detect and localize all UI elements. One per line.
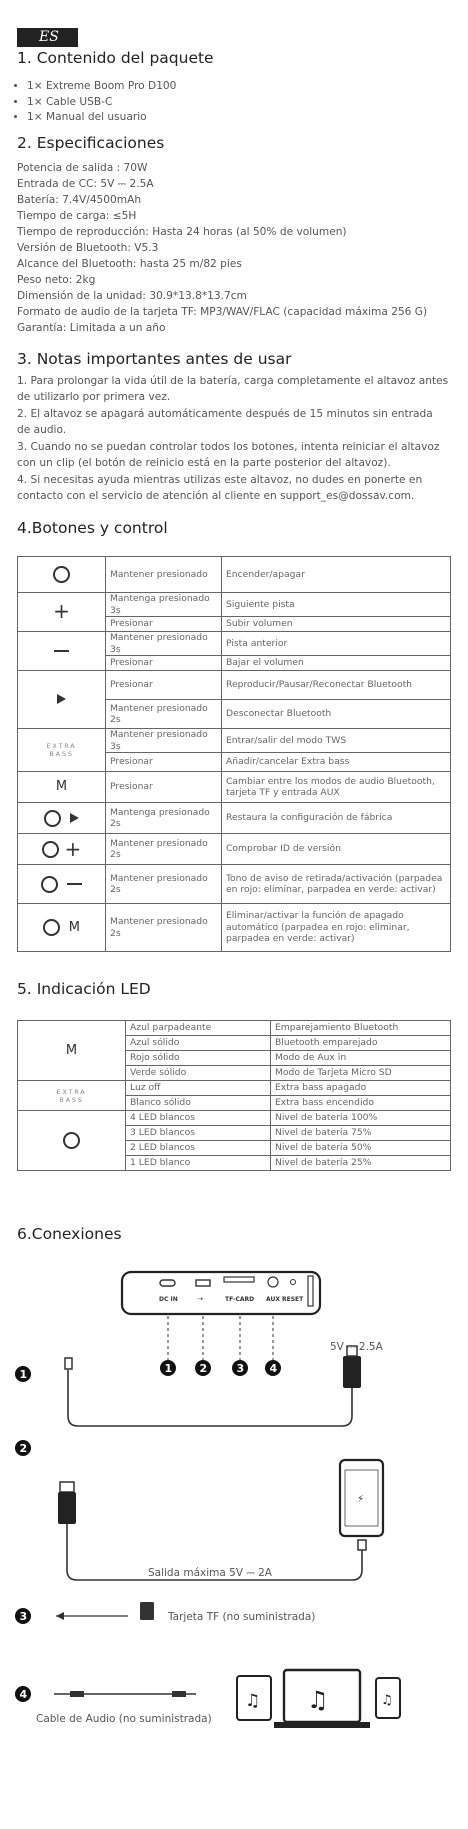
function-cell: Bajar el volumen	[222, 656, 451, 671]
m-icon-cell	[18, 772, 106, 803]
plus-icon: +	[53, 599, 70, 624]
section-2-title: 2. Especificaciones	[17, 134, 165, 152]
port-label: AUX	[266, 1296, 280, 1303]
spec-line: Batería: 7.4V/4500mAh	[17, 194, 142, 206]
action-cell: Mantenga presionado 3s	[106, 593, 222, 617]
spec-line: Entrada de CC: 5V ⎓ 2.5A	[17, 178, 154, 190]
mode-m-icon: M	[68, 919, 80, 935]
function-cell: Siguiente pista	[222, 593, 451, 617]
spec-line: Tiempo de carga: ≤5H	[17, 210, 137, 222]
lightning-icon: ⚡	[357, 1494, 365, 1505]
mode-m-icon: M	[65, 1042, 78, 1058]
power-minus-icon-cell	[18, 865, 106, 904]
svg-text:2: 2	[19, 1442, 28, 1455]
connections-diagram	[0, 1260, 468, 1820]
note-paragraph: 4. Si necesitas ayuda mientras utilizas este altavoz, no dudes en ponerte en contacto con el servicio de atención al cliente en support_es@dossav.com.	[17, 474, 423, 503]
spec-line: Potencia de salida : 70W	[17, 162, 148, 174]
play-icon	[57, 694, 66, 704]
power-button-icon	[41, 876, 58, 893]
table-row	[18, 904, 451, 952]
power-button-icon-cell	[18, 557, 106, 593]
led-meaning-cell: Bluetooth emparejado	[271, 1036, 451, 1051]
audio-cable-label: Cable de Audio (no suministrada)	[36, 1713, 212, 1725]
table-row	[18, 729, 451, 753]
table-row	[18, 1021, 451, 1036]
play-icon	[70, 813, 79, 823]
package-contents-list	[11, 79, 176, 126]
led-state-cell: 2 LED blancos	[126, 1141, 271, 1156]
function-cell: Desconectar Bluetooth	[222, 700, 451, 729]
phone-music-icon	[376, 1678, 400, 1718]
power-button-icon	[43, 919, 60, 936]
action-cell: Mantener presionado 3s	[106, 729, 222, 753]
table-row	[18, 834, 451, 865]
extra-bass-icon	[22, 742, 101, 758]
function-cell: Cambiar entre los modos de audio Bluetooth, tarjeta TF y entrada AUX	[222, 772, 451, 803]
power-output-cable	[15, 1440, 383, 1580]
number-marker: 1	[164, 1362, 173, 1375]
speaker-back-panel	[122, 1272, 320, 1314]
function-cell: Añadir/cancelar Extra bass	[222, 753, 451, 772]
port-label: RESET	[282, 1296, 304, 1303]
led-meaning-cell: Emparejamiento Bluetooth	[271, 1021, 451, 1036]
action-cell: Presionar	[106, 617, 222, 632]
plus-icon-cell	[18, 593, 106, 632]
mode-m-icon: M	[55, 779, 68, 795]
charging-cable	[15, 1346, 361, 1426]
play-icon-cell	[18, 671, 106, 729]
power-led-icon-cell	[18, 1111, 126, 1171]
led-state-cell: Blanco sólido	[126, 1096, 271, 1111]
sd-card-icon	[140, 1602, 154, 1620]
svg-text:4: 4	[19, 1688, 28, 1701]
section-1-title: 1. Contenido del paquete	[17, 49, 214, 67]
spec-line: Dimensión de la unidad: 30.9*13.8*13.7cm	[17, 290, 247, 302]
svg-text:1: 1	[19, 1368, 28, 1381]
laptop-music-icon	[274, 1670, 370, 1728]
action-cell: Presionar	[106, 671, 222, 700]
function-cell: Tono de aviso de retirada/activación (parpadea en rojo: eliminar, parpadea en verde: activar)	[222, 865, 451, 904]
led-state-cell: Rojo sólido	[126, 1051, 271, 1066]
table-row	[18, 593, 451, 617]
extra-bass-led-icon-cell	[18, 1081, 126, 1111]
led-state-cell: Azul sólido	[126, 1036, 271, 1051]
action-cell: Presionar	[106, 656, 222, 671]
action-cell: Presionar	[106, 772, 222, 803]
power-button-icon	[53, 566, 70, 583]
note-paragraph: 2. El altavoz se apagará automáticamente después de 15 minutos sin entrada de audio.	[17, 408, 433, 437]
extra-bass-icon	[22, 1088, 121, 1104]
action-cell: Mantener presionado	[106, 557, 222, 593]
function-cell: Eliminar/activar la función de apagado automático (parpadea en rojo: eliminar, parpadea en verde: activar)	[222, 904, 451, 952]
power-plus-icon-cell	[18, 834, 106, 865]
spec-line: Peso neto: 2kg	[17, 274, 96, 286]
plus-icon: +	[64, 836, 82, 861]
action-cell: Mantener presionado 3s	[106, 632, 222, 656]
led-meaning-cell: Extra bass encendido	[271, 1096, 451, 1111]
action-cell: Mantener presionado 2s	[106, 834, 222, 865]
note-paragraph: 1. Para prolongar la vida útil de la batería, carga completamente el altavoz antes de utilizarlo por primera vez.	[17, 375, 449, 404]
table-row	[18, 1111, 451, 1126]
output-rating-label: Salida máxima 5V ⎓ 2A	[148, 1567, 272, 1579]
extra-bass-label-line: BASS	[49, 750, 74, 758]
table-row	[18, 772, 451, 803]
power-button-icon	[42, 841, 59, 858]
function-cell: Reproducir/Pausar/Reconectar Bluetooth	[222, 671, 451, 700]
list-item: • 1× Manual del usuario	[27, 110, 176, 126]
tablet-music-icon	[237, 1676, 271, 1720]
list-item: • 1× Extreme Boom Pro D100	[27, 79, 176, 95]
table-row	[18, 557, 451, 593]
led-meaning-cell: Nivel de batería 50%	[271, 1141, 451, 1156]
section-6-title: 6.Conexiones	[17, 1225, 122, 1243]
function-cell: Entrar/salir del modo TWS	[222, 729, 451, 753]
tf-card-connection	[15, 1602, 154, 1624]
note-paragraph: 3. Cuando no se puedan controlar todos los botones, intenta reiniciar el altavoz con un clip (el botón de reinicio está en la parte posterior del altavoz).	[17, 441, 440, 470]
function-cell: Comprobar ID de versión	[222, 834, 451, 865]
table-row	[18, 671, 451, 700]
minus-icon-cell	[18, 632, 106, 671]
tf-card-label: Tarjeta TF (no suministrada)	[168, 1611, 316, 1623]
input-rating-label: 5V ⎓ 2.5A	[330, 1341, 383, 1353]
extra-bass-label-line: EXTRA	[56, 1087, 87, 1096]
function-cell: Encender/apagar	[222, 557, 451, 593]
table-row	[18, 865, 451, 904]
led-state-cell: Luz off	[126, 1081, 271, 1096]
power-m-icon-cell	[18, 904, 106, 952]
usb-icon: ⇢	[197, 1295, 203, 1303]
led-meaning-cell: Nivel de batería 75%	[271, 1126, 451, 1141]
led-state-cell: 3 LED blancos	[126, 1126, 271, 1141]
function-cell: Pista anterior	[222, 632, 451, 656]
number-marker: 4	[269, 1362, 278, 1375]
action-cell: Mantener presionado 2s	[106, 865, 222, 904]
extra-bass-icon-cell	[18, 729, 106, 772]
minus-icon	[67, 883, 82, 885]
port-label: TF-CARD	[225, 1296, 255, 1303]
svg-text:♫: ♫	[381, 1693, 393, 1708]
port-label: DC IN	[159, 1296, 178, 1303]
svg-text:♫: ♫	[245, 1691, 261, 1711]
extra-bass-label-line: EXTRA	[46, 742, 77, 750]
minus-icon	[54, 650, 69, 652]
led-meaning-cell: Extra bass apagado	[271, 1081, 451, 1096]
action-cell: Mantener presionado 2s	[106, 904, 222, 952]
led-state-cell: Azul parpadeante	[126, 1021, 271, 1036]
extra-bass-label-line: BASS	[59, 1095, 84, 1104]
action-cell: Mantener presionado 2s	[106, 700, 222, 729]
action-cell: Mantenga presionado 2s	[106, 803, 222, 834]
power-play-icon-cell	[18, 803, 106, 834]
m-led-icon-cell	[18, 1021, 126, 1081]
table-row	[18, 1081, 451, 1096]
power-button-icon	[44, 810, 61, 827]
power-button-icon	[63, 1132, 80, 1149]
spec-line: Versión de Bluetooth: V5.3	[17, 242, 159, 254]
led-meaning-cell: Nivel de batería 25%	[271, 1156, 451, 1171]
svg-text:3: 3	[19, 1610, 28, 1623]
led-meaning-cell: Nivel de batería 100%	[271, 1111, 451, 1126]
port-number-markers	[160, 1360, 281, 1376]
svg-text:♫: ♫	[307, 1686, 329, 1714]
action-cell: Presionar	[106, 753, 222, 772]
section-5-title: 5. Indicación LED	[17, 980, 151, 998]
led-state-cell: Verde sólido	[126, 1066, 271, 1081]
spec-line: Formato de audio de la tarjeta TF: MP3/WAV/FLAC (capacidad máxima 256 G)	[17, 306, 428, 318]
buttons-table	[17, 556, 451, 952]
led-state-cell: 4 LED blancos	[126, 1111, 271, 1126]
table-row	[18, 803, 451, 834]
led-state-cell: 1 LED blanco	[126, 1156, 271, 1171]
section-4-title: 4.Botones y control	[17, 519, 168, 537]
led-meaning-cell: Modo de Tarjeta Micro SD	[271, 1066, 451, 1081]
led-meaning-cell: Modo de Aux in	[271, 1051, 451, 1066]
list-item: • 1× Cable USB-C	[27, 95, 176, 111]
spec-line: Tiempo de reproducción: Hasta 24 horas (al 50% de volumen)	[17, 226, 347, 238]
number-marker: 2	[199, 1362, 208, 1375]
spec-line: Alcance del Bluetooth: hasta 25 m/82 pies	[17, 258, 242, 270]
table-row	[18, 632, 451, 656]
spec-line: Garantía: Limitada a un año	[17, 322, 166, 334]
language-badge: ES	[17, 28, 78, 47]
function-cell: Subir volumen	[222, 617, 451, 632]
number-marker: 3	[236, 1362, 245, 1375]
function-cell: Restaura la configuración de fábrica	[222, 803, 451, 834]
led-table	[17, 1020, 451, 1171]
section-3-title: 3. Notas importantes antes de usar	[17, 350, 292, 368]
